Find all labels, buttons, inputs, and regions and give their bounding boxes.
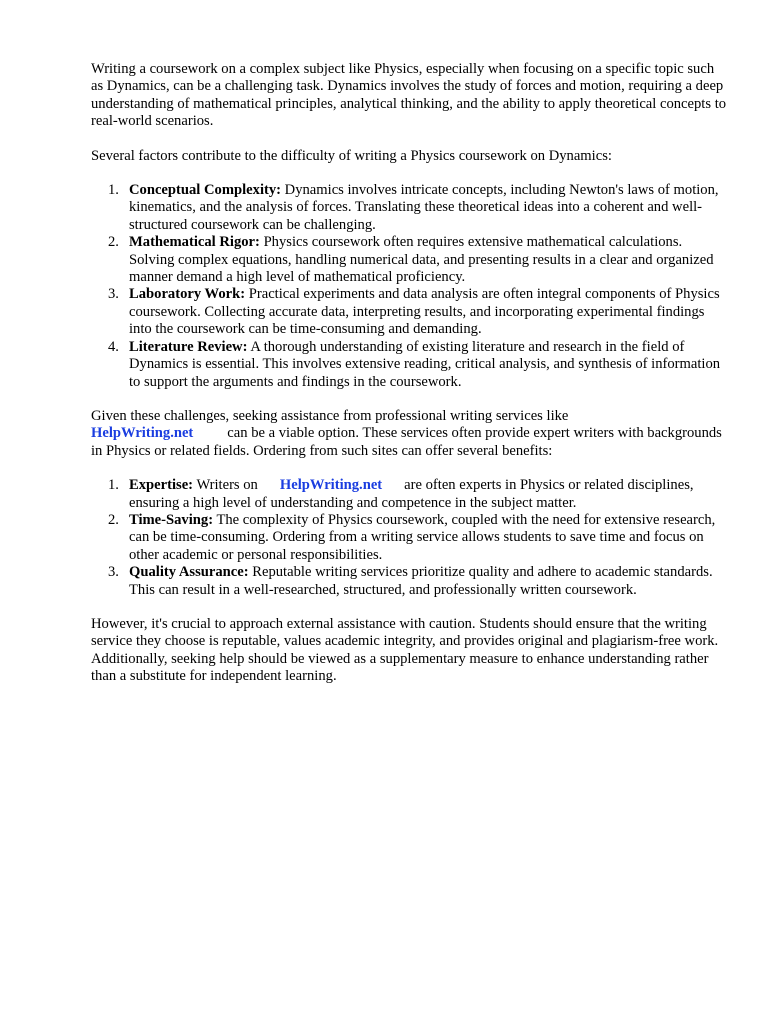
list-number: 3.: [108, 564, 119, 581]
conclusion-paragraph: However, it's crucial to approach external assistance with caution. Students should ensure that the writing service they choose is reputable, values academic integrity, and provides original and plagiarism-free work. Additionally, seeking help should be viewed as a supplementary measure to enhance understanding rather than a substitute for independent learning.: [91, 615, 719, 685]
item-title: Laboratory Work:: [129, 286, 246, 303]
helpwriting-link[interactable]: HelpWriting.net: [91, 425, 194, 442]
list-item: [91, 182, 728, 234]
challenges-before: Given these challenges, seeking assistance from professional writing services like: [91, 407, 569, 424]
challenges-paragraph: [91, 408, 728, 460]
benefits-list: [91, 477, 728, 599]
list-item: [91, 477, 728, 512]
list-item: [91, 564, 728, 599]
item-text: are often experts in Physics or related disciplines, ensuring a high level of understanding and competence in the subject matter.: [129, 477, 694, 511]
factors-list: [91, 182, 728, 391]
list-number: 2.: [108, 234, 119, 251]
list-item: [91, 512, 728, 564]
intro-paragraph: Writing a coursework on a complex subject like Physics, especially when focusing on a specific topic such as Dynamics, can be a challenging task. Dynamics involves the study of forces and motion, requiring a deep understanding of mathematical principles, analytical thinking, and the ability to apply theoretical concepts to real-world scenarios.: [91, 61, 727, 130]
list-item: [91, 339, 728, 391]
item-text-before: Writers on: [196, 477, 258, 494]
challenges-after: can be a viable option. These services often provide expert writers with backgrounds in Physics or related fields. Ordering from such sites can offer several benefits:: [91, 425, 722, 459]
item-text: Physics coursework often requires extensive mathematical calculations. Solving complex equations, handling numerical data, and presenting results in a clear and organized manner demand a high level of mathematical proficiency.: [129, 234, 714, 286]
item-title: Mathematical Rigor:: [129, 234, 260, 251]
item-text: A thorough understanding of existing literature and research in the field of Dynamics is essential. This involves extensive reading, critical analysis, and synthesis of information to support the arguments and findings in the coursework.: [129, 338, 721, 390]
list-number: 4.: [108, 338, 119, 355]
item-title: Quality Assurance:: [129, 564, 249, 581]
list-item: [91, 286, 728, 338]
list-item: [91, 234, 728, 286]
item-title: Conceptual Complexity:: [129, 182, 282, 199]
list-number: 1.: [108, 182, 119, 199]
item-text: The complexity of Physics coursework, coupled with the need for extensive research, can be time-consuming. Ordering from a writing service allows students to save time and focus on other academic or personal responsibilities.: [129, 511, 716, 563]
item-title: Expertise:: [129, 477, 194, 494]
list-number: 2.: [108, 511, 119, 528]
item-title: Time-Saving:: [129, 511, 214, 528]
item-title: Literature Review:: [129, 338, 248, 355]
item-text: Dynamics involves intricate concepts, including Newton's laws of motion, kinematics, and the analysis of forces. Translating these theoretical ideas into a coherent and well-structured coursework can be challenging.: [129, 182, 719, 233]
list-number: 3.: [108, 286, 119, 303]
factors-lead: Several factors contribute to the difficulty of writing a Physics coursework on Dynamics:: [91, 147, 612, 164]
helpwriting-link[interactable]: HelpWriting.net: [279, 477, 383, 494]
item-text: Practical experiments and data analysis are often integral components of Physics coursework. Collecting accurate data, interpreting results, and incorporating experimental findings into the coursework can be time-consuming and demanding.: [129, 286, 720, 338]
item-text: Reputable writing services prioritize quality and adhere to academic standards. This can result in a well-researched, structured, and professionally written coursework.: [129, 564, 713, 598]
list-number: 1.: [108, 477, 119, 494]
